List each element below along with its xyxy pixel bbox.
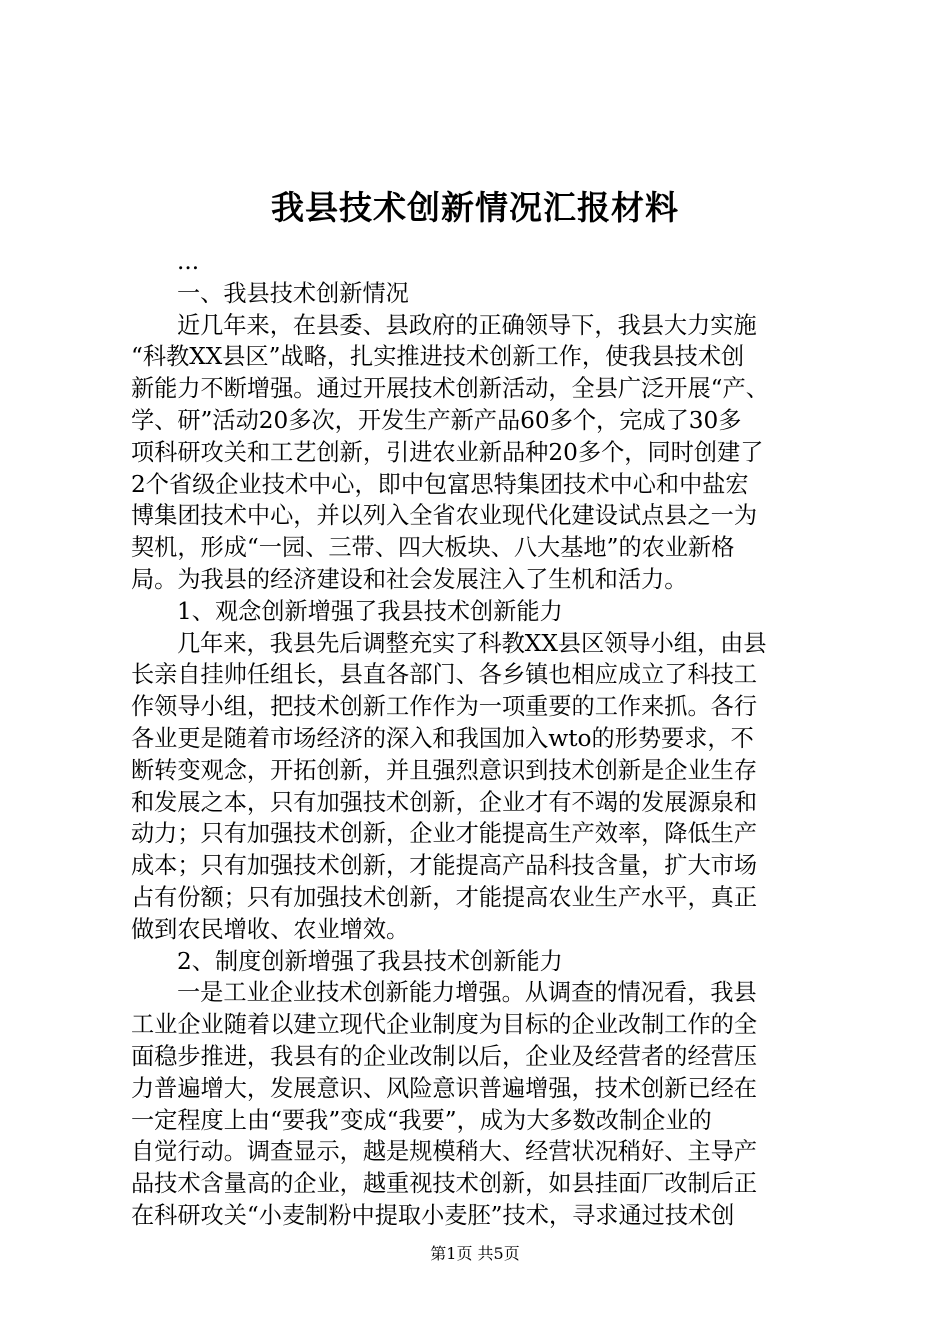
text-line: 工业企业随着以建立现代企业制度为目标的企业改制工作的全 — [131, 1011, 758, 1039]
text-line: 面稳步推进，我县有的企业改制以后，企业及经营者的经营压 — [131, 1042, 758, 1070]
text-line: 一是工业企业技术创新能力增强。从调查的情况看，我县 — [177, 979, 757, 1007]
text-line: 近几年来，在县委、县政府的正确领导下，我县大力实施 — [177, 311, 757, 339]
text-line: “科教XX县区”战略，扎实推进技术创新工作，使我县技术创 — [131, 343, 745, 371]
text-line: 长亲自挂帅任组长，县直各部门、各乡镇也相应成立了科技工 — [131, 661, 758, 689]
text-line: 自觉行动。调查显示，越是规模稍大、经营状况稍好、主导产 — [131, 1138, 758, 1166]
text-line: 和发展之本，只有加强技术创新，企业才有不竭的发展源泉和 — [131, 788, 758, 816]
text-line: 各业更是随着市场经济的深入和我国加入wto的形势要求，不 — [131, 724, 754, 752]
text-line: 1、观念创新增强了我县技术创新能力 — [177, 597, 563, 625]
text-line: 几年来，我县先后调整充实了科教XX县区领导小组，由县 — [177, 629, 767, 657]
text-line: 学、研”活动20多次，开发生产新产品60多个，完成了30多 — [131, 406, 742, 434]
text-line: 作领导小组，把技术创新工作作为一项重要的工作来抓。各行 — [131, 693, 758, 721]
document-body — [131, 246, 831, 1232]
document-title: 我县技术创新情况汇报材料 — [271, 188, 679, 227]
body-lines — [131, 278, 831, 1232]
text-line: 断转变观念，开拓创新，并且强烈意识到技术创新是企业生存 — [131, 756, 758, 784]
text-line: 力普遍增大，发展意识、风险意识普遍增强，技术创新已经在 — [131, 1074, 758, 1102]
text-line: 一、我县技术创新情况 — [177, 279, 409, 307]
text-line: 一定程度上由“要我”变成“我要”，成为大多数改制企业的 — [131, 1106, 712, 1134]
text-line: 契机，形成“一园、三带、四大板块、八大基地”的农业新格 — [131, 534, 735, 562]
text-line: 占有份额；只有加强技术创新，才能提高农业生产水平，真正 — [131, 883, 758, 911]
text-line: 成本；只有加强技术创新，才能提高产品科技含量，扩大市场 — [131, 852, 758, 880]
text-line: 2、制度创新增强了我县技术创新能力 — [177, 947, 563, 975]
text-line: 做到农民增收、农业增效。 — [131, 915, 410, 943]
text-line: 品技术含量高的企业，越重视技术创新，如县挂面厂改制后正 — [131, 1170, 758, 1198]
text-line: 动力；只有加强技术创新，企业才能提高生产效率，降低生产 — [131, 820, 758, 848]
text-line: 项科研攻关和工艺创新，引进农业新品种20多个，同时创建了 — [131, 438, 764, 466]
ellipsis-line: ... — [177, 248, 200, 275]
text-line: 在科研攻关“小麦制粉中提取小麦胚”技术，寻求通过技术创 — [131, 1201, 735, 1229]
text-line: 新能力不断增强。通过开展技术创新活动，全县广泛开展“产、 — [131, 375, 769, 403]
text-line: 局。为我县的经济建设和社会发展注入了生机和活力。 — [131, 565, 688, 593]
page-footer: 第1页 共5页 — [430, 1244, 520, 1263]
text-line: 2个省级企业技术中心，即中包富思特集团技术中心和中盐宏 — [131, 470, 749, 498]
text-line: 博集团技术中心，并以列入全省农业现代化建设试点县之一为 — [131, 502, 758, 530]
